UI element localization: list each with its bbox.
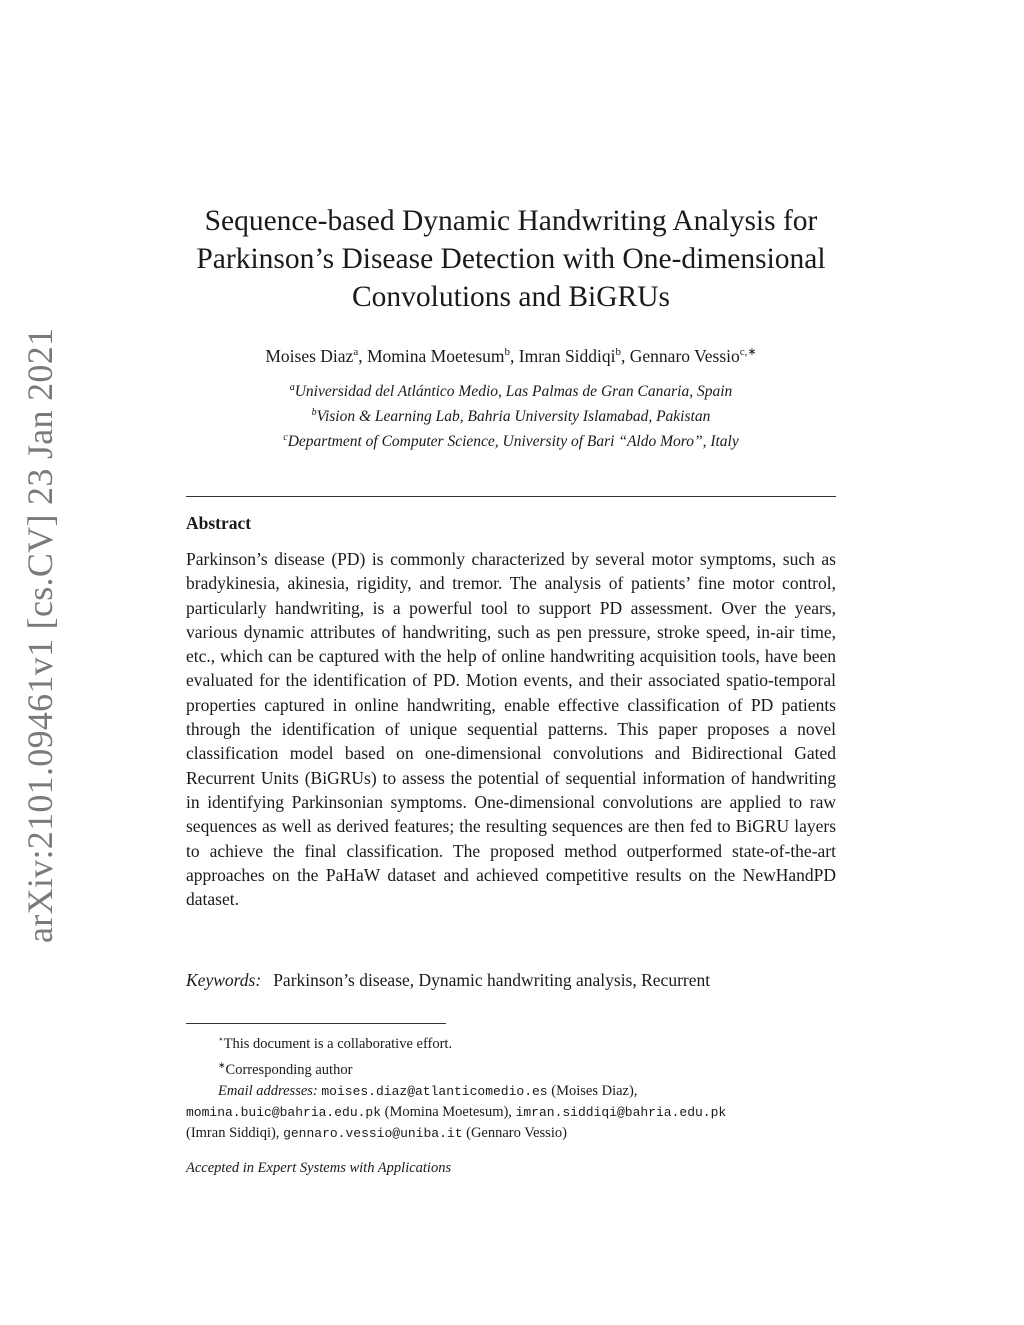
keywords-label: Keywords: (186, 970, 262, 990)
abstract-heading: Abstract (186, 513, 252, 533)
email-owner: (Imran Siddiqi), (186, 1124, 280, 1141)
paper-title (186, 202, 836, 316)
footnote-mark: ∗ (218, 1059, 226, 1070)
footnote-mark: ⋆ (218, 1034, 224, 1044)
affiliation (186, 402, 836, 427)
email-link[interactable]: gennaro.vessio@uniba.it (283, 1125, 463, 1141)
footnote (186, 1029, 836, 1055)
author-name: Imran Siddiqi (518, 345, 616, 366)
email-footnote-cont (186, 1102, 836, 1123)
affil-mark: a (289, 382, 295, 393)
author-name: Momina Moetesum (366, 345, 505, 366)
title-line: Sequence-based Dynamic Handwriting Analysis for (204, 205, 818, 237)
footnote (186, 1055, 836, 1081)
affiliation-list (186, 377, 836, 452)
author-affil-mark: b (615, 346, 622, 358)
author-affil-mark: a (353, 346, 359, 358)
footnotes (186, 1029, 836, 1144)
email-label: Email addresses: (218, 1082, 318, 1099)
author-list: Moises Diaz$^a$, Momina Moetesum$^b$, Imran Siddiqi$^b$, Gennaro Vessio$^{c,∗}$ (265, 345, 757, 366)
publication-note: Accepted in Expert Systems with Applications (186, 1160, 452, 1176)
keywords-line (186, 968, 836, 992)
keywords-text: Parkinson’s disease, Dynamic handwriting analysis, Recurrent (273, 970, 711, 990)
email-link[interactable]: moises.diaz@atlanticomedio.es (321, 1083, 548, 1099)
affil-mark: b (311, 407, 317, 419)
affil-text: Universidad del Atlántico Medio, Las Palmas de Gran Canaria, Spain (294, 383, 733, 401)
email-owner: (Moises Diaz), (551, 1082, 638, 1099)
author-name: Moises Diaz (265, 345, 354, 366)
email-owner: (Gennaro Vessio) (466, 1124, 567, 1141)
footnote-text: This document is a collaborative effort. (223, 1035, 453, 1052)
affiliation (186, 377, 836, 402)
author-affil-mark: c,∗ (739, 346, 757, 358)
footnote-divider (186, 1023, 446, 1024)
affil-mark: c (283, 432, 288, 444)
title-line: Parkinson’s Disease Detection with One-dimensional (196, 243, 826, 275)
author-name: Gennaro Vessio (629, 345, 740, 366)
affil-text: Vision & Learning Lab, Bahria University Islamabad, Pakistan (316, 408, 711, 426)
title-line: Convolutions and BiGRUs (352, 281, 670, 313)
affiliation (186, 427, 836, 452)
email-link[interactable]: momina.buic@bahria.edu.pk (186, 1104, 382, 1120)
section-divider (186, 496, 836, 497)
email-link[interactable]: imran.siddiqi@bahria.edu.pk (515, 1104, 727, 1120)
affil-text: Department of Computer Science, University of Bari “Aldo Moro”, Italy (287, 433, 739, 451)
arxiv-identifier-stamp: arXiv:2101.09461v1 [cs.CV] 23 Jan 2021 (20, 327, 60, 943)
author-affil-mark: b (504, 346, 511, 358)
abstract-body: Parkinson’s disease (PD) is commonly characterized by several motor symptoms, such as bradykinesia, akinesia, rigidity, and tremor. The analysis of patients’ fine motor control, particularly handwriting, is a powerful tool to support PD assessment. Over the years, various dynamic attributes of handwriting, such as pen pressure, stroke speed, in-air time, etc., which can be captured with the help of online handwriting acquisition tools, have been evaluated for the identification of PD. Motion events, and their associated spatio-temporal properties captured in online handwriting, enable effective classification of PD patients through the identification of unique sequential patterns. This paper proposes a novel classification model based on one-dimensional convolutions and Bidirectional Gated Recurrent Units (BiGRUs) to assess the potential of sequential information of handwriting in identifying Parkinsonian symptoms. One-dimensional convolutions are applied to raw sequences as well as derived features; the resulting sequences are then fed to BiGRU layers to achieve the final classification. The proposed method outperformed state-of-the-art approaches on the PaHaW dataset and achieved competitive results on the NewHandPD dataset. (186, 549, 836, 910)
email-owner: (Momina Moetesum), (384, 1103, 512, 1120)
email-footnote (186, 1081, 836, 1102)
footnote-text: Corresponding author (225, 1061, 353, 1078)
email-footnote-cont (186, 1123, 836, 1144)
